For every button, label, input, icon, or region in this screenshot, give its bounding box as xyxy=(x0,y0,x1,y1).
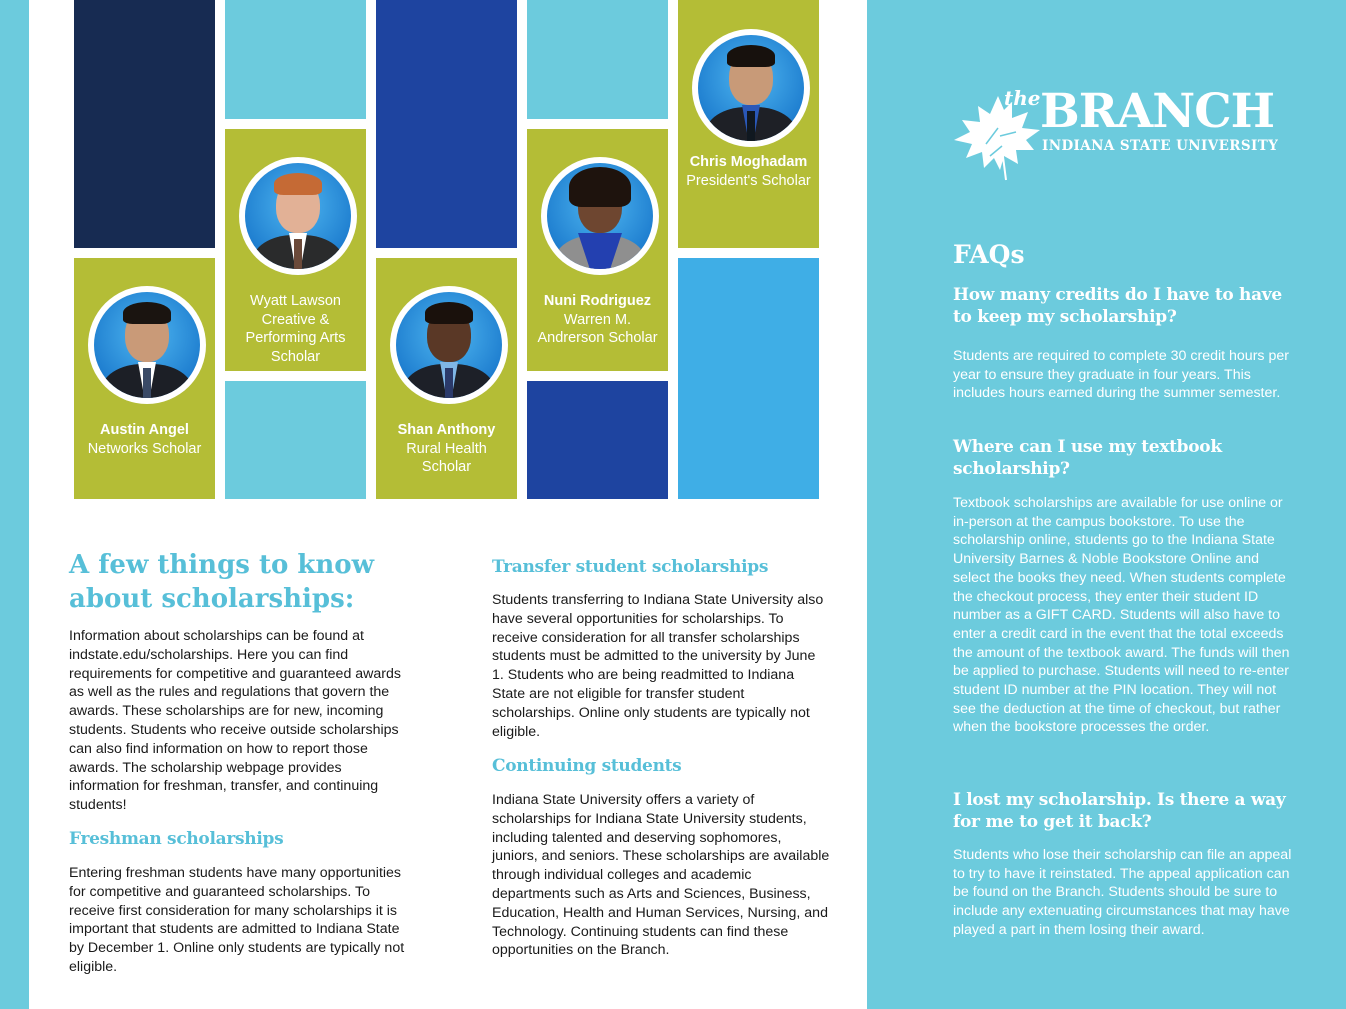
scholar-caption-chris xyxy=(678,153,819,190)
scholar-name: Wyatt Lawson xyxy=(250,293,341,309)
scholar-award: President's Scholar xyxy=(686,172,811,189)
faq-answer-3: Students who lose their scholarship can file an appeal to try to have it reinstated. The appeal application can be found on the Branch. Students should be sure to include any extenuating circumstances that may have played a part in them losing their award. xyxy=(953,847,1292,938)
continuing-paragraph: Indiana State University offers a variety of scholarships for Indiana State University students, including talented and deserving sophomores, juniors, and seniors. These scholarships are available through individual colleges and academic departments such as Arts and Sciences, Business, Education, Health and Human Services, Nursing, and Technology. Continuing students can find these opportunities on the Branch. xyxy=(492,792,830,959)
mosaic-tile xyxy=(678,258,819,499)
scholar-caption-nuni xyxy=(532,292,663,348)
mosaic-tile xyxy=(527,0,668,119)
scholar-award: Rural Health Scholar xyxy=(406,440,487,475)
main-heading-line-1: A few things to know xyxy=(69,550,374,580)
scholar-caption-wyatt xyxy=(238,292,353,366)
faq-question-3: I lost my scholarship. Is there a way for me to get it back? xyxy=(953,790,1286,832)
scholar-award: Warren M. Andrerson Scholar xyxy=(537,311,658,346)
scholar-name: Austin Angel xyxy=(100,422,189,438)
faq-answer-1: Students are required to complete 30 credit hours per year to ensure they graduate in four years. This includes hours earned during the summer semester. xyxy=(953,348,1289,402)
scholar-award: Creative & Performing Arts Scholar xyxy=(245,311,346,365)
scholar-name: Shan Anthony xyxy=(397,422,496,438)
scholar-photo-nuni xyxy=(541,157,659,275)
mosaic-tile xyxy=(225,381,366,499)
scholar-photo-shan xyxy=(390,286,508,404)
main-heading-line-2: about scholarships: xyxy=(69,584,355,614)
transfer-heading: Transfer student scholarships xyxy=(492,557,769,577)
scholar-photo-wyatt xyxy=(239,157,357,275)
freshman-paragraph: Entering freshman students have many opportunities for competitive and guaranteed scholarships. To receive first consideration for many scholarships it is important that students are admitted to Indiana State by December 1. Online only students are typically not eligible. xyxy=(69,865,405,975)
scholar-name: Chris Moghadam xyxy=(689,154,808,170)
continuing-heading: Continuing students xyxy=(492,756,682,776)
scholar-name: Nuni Rodriguez xyxy=(543,293,652,309)
mosaic-tile xyxy=(376,0,517,248)
logo-university: INDIANA STATE UNIVERSITY xyxy=(1042,138,1279,154)
main-heading xyxy=(69,548,469,616)
faq-title: FAQs xyxy=(953,240,1025,269)
scholar-caption-austin xyxy=(74,421,215,458)
scholar-photo-chris xyxy=(692,29,810,147)
scholar-photo-austin xyxy=(88,286,206,404)
mosaic-tile xyxy=(225,0,366,119)
scholar-caption-shan xyxy=(384,421,509,477)
the-branch-logo xyxy=(950,84,1295,183)
faq-answer-2: Textbook scholarships are available for use online or in-person at the campus bookstore. To use the scholarship online, students go to the Indiana State University Barnes & Noble Bookstore Online and select the books they need. When students complete the checkout process, they enter their student ID number as a GIFT CARD. Students will also have to enter a credit card in the event that the total exceeds the amount of the textbook award. The funds will then be applied to purchase. Students will need to re-enter student ID number at the PIN location. They will not see the deduction at the time of checkout, but rather when the bookstore processes the order. xyxy=(953,495,1290,736)
intro-paragraph: Information about scholarships can be found at indstate.edu/scholarships. Here you can find requirements for competitive and guaranteed awards as well as the rules and regulations that govern the awards. These scholarships are for new, incoming students. Students who receive outside scholarships can also find information on how to report those awards. The scholarship webpage provides information for freshman, transfer, and continuing students! xyxy=(69,628,402,814)
faq-question-1: How many credits do I have to have to keep my scholarship? xyxy=(953,285,1282,327)
mosaic-tile xyxy=(74,0,215,248)
faq-question-2: Where can I use my textbook scholarship? xyxy=(953,437,1222,479)
freshman-heading: Freshman scholarships xyxy=(69,829,284,849)
mosaic-tile xyxy=(527,381,668,499)
logo-the: the xyxy=(1004,86,1041,110)
logo-branch: BRANCH xyxy=(1040,84,1275,139)
transfer-paragraph: Students transferring to Indiana State University also have several opportunities for scholarships. To receive consideration for all transfer scholarships students must be admitted to the university by June 1. Students who are being readmitted to Indiana State are not eligible for transfer student scholarships. Online only students are typically not eligible. xyxy=(492,592,824,740)
scholar-award: Networks Scholar xyxy=(87,440,202,457)
